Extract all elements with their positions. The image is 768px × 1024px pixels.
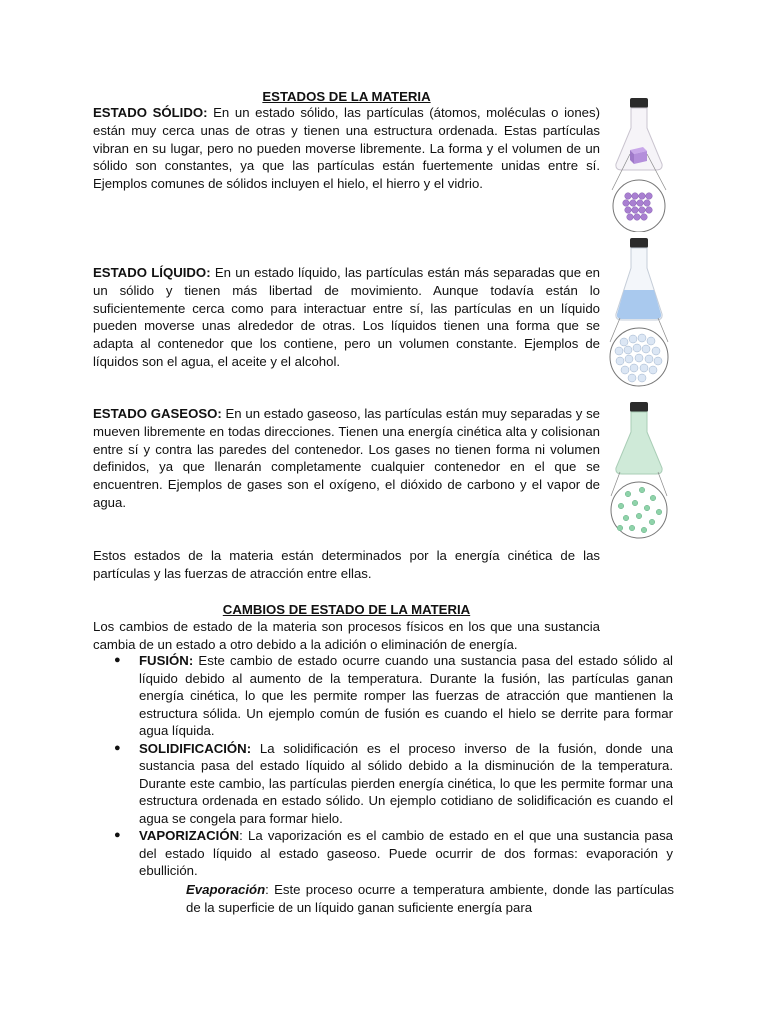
changes-list bbox=[93, 652, 673, 880]
liquid-text: En un estado líquido, las partículas están más separadas que en un sólido y tienen más libertad de movimiento. Aunque todavía están lo suficientemente cerca como para interactuar entre sí, las partículas en un líquido pueden moverse unas alrededor de otras. Los líquidos tienen una forma que se adapta al contenedor que los contiene, pero un volumen constante. Ejemplos de líquidos son el agua, el aceite y el alcohol. bbox=[93, 265, 600, 369]
solid-flask-icon bbox=[606, 98, 672, 232]
list-item-solidification bbox=[93, 740, 673, 828]
liquid-flask-icon bbox=[606, 238, 672, 388]
gas-flask-icon bbox=[606, 402, 672, 542]
page-title: ESTADOS DE LA MATERIA bbox=[262, 89, 431, 104]
changes-title: CAMBIOS DE ESTADO DE LA MATERIA bbox=[222, 602, 471, 617]
fusion-label: FUSIÓN: bbox=[139, 653, 194, 668]
liquid-paragraph bbox=[93, 264, 600, 371]
gas-text: En un estado gaseoso, las partículas están muy separadas y se mueven libremente en todas direcciones. Tienen una energía cinética alta y colisionan entre sí y contra las paredes del contenedor. Los gases no tienen forma ni volumen definidos, ya que llenarán completamente cualquier contenedor en el que se encuentren. Ejemplos de gases son el oxígeno, el dióxido de carbono y el vapor de agua. bbox=[93, 406, 600, 510]
vaporization-text: : La vaporización es el cambio de estado en el que una sustancia pasa del estado líquido al estado gaseoso. Puede ocurrir de dos formas: evaporación y ebullición. bbox=[139, 828, 673, 878]
solid-label: ESTADO SÓLIDO: bbox=[93, 105, 208, 120]
bullet-icon: ● bbox=[114, 741, 121, 754]
bullet-icon: ● bbox=[114, 829, 121, 841]
gas-label: ESTADO GASEOSO: bbox=[93, 406, 222, 421]
list-item-vaporization bbox=[93, 827, 673, 880]
solidification-text: La solidificación es el proceso inverso de la fusión, donde una sustancia pasa del estado líquido al sólido debido a la disminución de la temperatura. Durante este cambio, las partículas pierden energía cinética, lo que les permite formar una estructura ordenada en estado sólido. Un ejemplo cotidiano de solidificación es cuando el agua se congela para formar hielo. bbox=[139, 740, 673, 826]
evaporation-paragraph bbox=[186, 881, 674, 917]
liquid-label: ESTADO LÍQUIDO: bbox=[93, 265, 211, 280]
changes-intro: Los cambios de estado de la materia son procesos físicos en los que una sustancia cambia de un estado a otro debido a la adición o eliminación de energía. bbox=[93, 619, 600, 652]
solid-paragraph bbox=[93, 104, 600, 193]
solidification-label: SOLIDIFICACIÓN: bbox=[139, 740, 252, 756]
summary-paragraph: Estos estados de la materia están determinados por la energía cinética de las partículas y las fuerzas de atracción entre ellas. bbox=[93, 548, 600, 581]
gas-paragraph bbox=[93, 405, 600, 512]
evaporation-label: Evaporación bbox=[186, 882, 266, 897]
vaporization-label: VAPORIZACIÓN bbox=[139, 828, 240, 843]
list-item-fusion bbox=[93, 652, 673, 740]
fusion-text: Este cambio de estado ocurre cuando una sustancia pasa del estado sólido al líquido debido al aumento de la temperatura. Durante la fusión, las partículas ganan energía cinética, lo que les permite romper las fuerzas de atracción que mantienen la estructura sólida. Un ejemplo común de fusión es cuando el hielo se derrite para formar agua líquida. bbox=[139, 653, 673, 738]
bullet-icon: ● bbox=[114, 654, 121, 666]
evaporation-text: : Este proceso ocurre a temperatura ambiente, donde las partículas de la superficie de un líquido ganan suficiente energía para bbox=[186, 882, 674, 915]
solid-text: En un estado sólido, las partículas (átomos, moléculas o iones) están muy cerca unas de otras y tienen una estructura ordenada. Estas partículas vibran en su lugar, pero no pueden moverse libremente. La forma y el volumen de un sólido son constantes, ya que las partículas están fuertemente unidas entre sí. Ejemplos comunes de sólidos incluyen el hielo, el hierro y el vidrio. bbox=[93, 105, 600, 192]
